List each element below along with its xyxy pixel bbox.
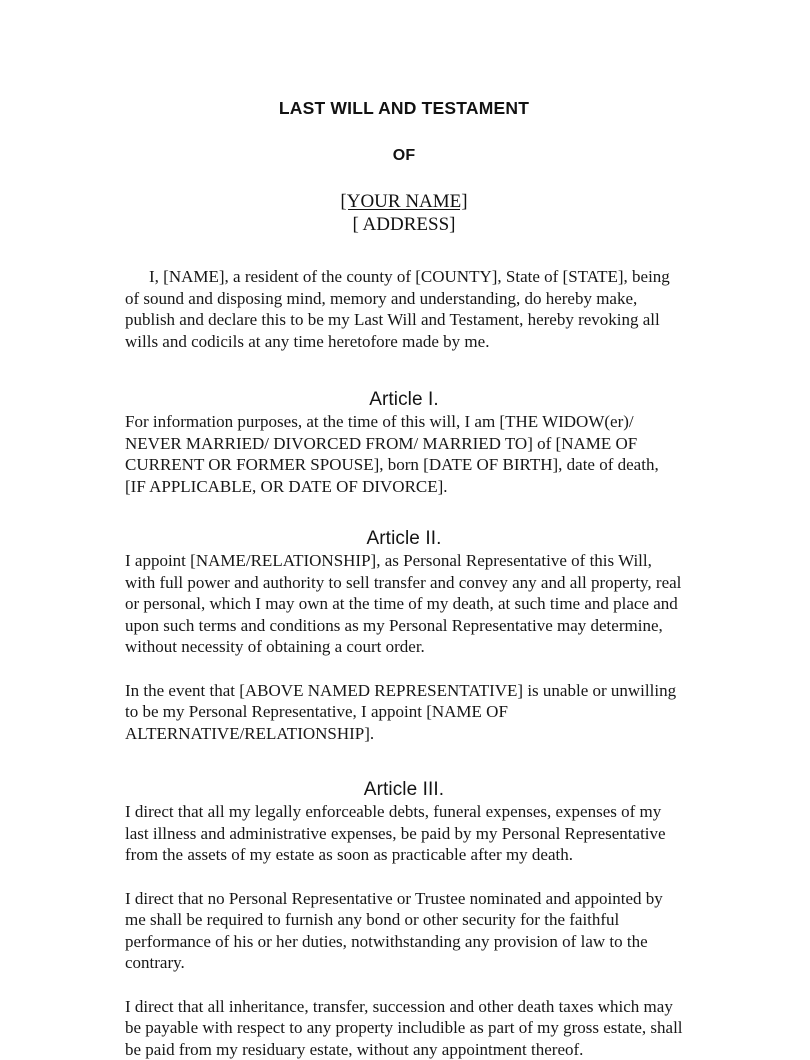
- article-1-paragraph-1: For information purposes, at the time of this will, I am [THE WIDOW(er)/ NEVER MARRIED/ DIVORCED FROM/ MARRIED TO] of [NAME OF CURRENT OR FORMER SPOUSE], born [DATE OF BIRTH], date of death, [IF APPLICABLE, OR DATE OF DIVORCE].: [125, 411, 683, 497]
- article-2-paragraph-1: I appoint [NAME/RELATIONSHIP], as Personal Representative of this Will, with full power and authority to sell transfer and convey any and all property, real or personal, which I may own at the time of my death, at such time and place and upon such terms and conditions as my Personal Representative may determine, without necessity of obtaining a court order.: [125, 550, 683, 658]
- document-of-label: OF: [125, 146, 683, 166]
- intro-paragraph: I, [NAME], a resident of the county of [COUNTY], State of [STATE], being of sound and disposing mind, memory and understanding, do hereby make, publish and declare this to be my Last Will and Testament, hereby revoking all wills and codicils at any time heretofore made by me.: [125, 266, 683, 352]
- document-body: [125, 0, 683, 1060]
- article-heading-1: Article I.: [125, 388, 683, 411]
- article-3-paragraph-2: I direct that no Personal Representative or Trustee nominated and appointed by me shall be required to furnish any bond or other security for the faithful performance of his or her duties, notwithstanding any provision of law to the contrary.: [125, 888, 683, 974]
- article-heading-3: Article III.: [125, 778, 683, 801]
- testator-name-line: [125, 190, 683, 213]
- article-heading-2: Article II.: [125, 527, 683, 550]
- document-title: LAST WILL AND TESTAMENT: [125, 98, 683, 118]
- article-2-paragraph-2: In the event that [ABOVE NAMED REPRESENTATIVE] is unable or unwilling to be my Personal Representative, I appoint [NAME OF ALTERNATIVE/RELATIONSHIP].: [125, 680, 683, 745]
- testator-address-placeholder: [ ADDRESS]: [125, 214, 683, 236]
- article-3-paragraph-3: I direct that all inheritance, transfer, succession and other death taxes which may be payable with respect to any property includible as part of my gross estate, shall be paid from my residuary estate, without any appointment thereof.: [125, 996, 683, 1060]
- testator-name-placeholder: [YOUR NAME]: [340, 191, 467, 212]
- article-3-paragraph-1: I direct that all my legally enforceable debts, funeral expenses, expenses of my last illness and administrative expenses, be paid by my Personal Representative from the assets of my estate as soon as practicable after my death.: [125, 801, 683, 866]
